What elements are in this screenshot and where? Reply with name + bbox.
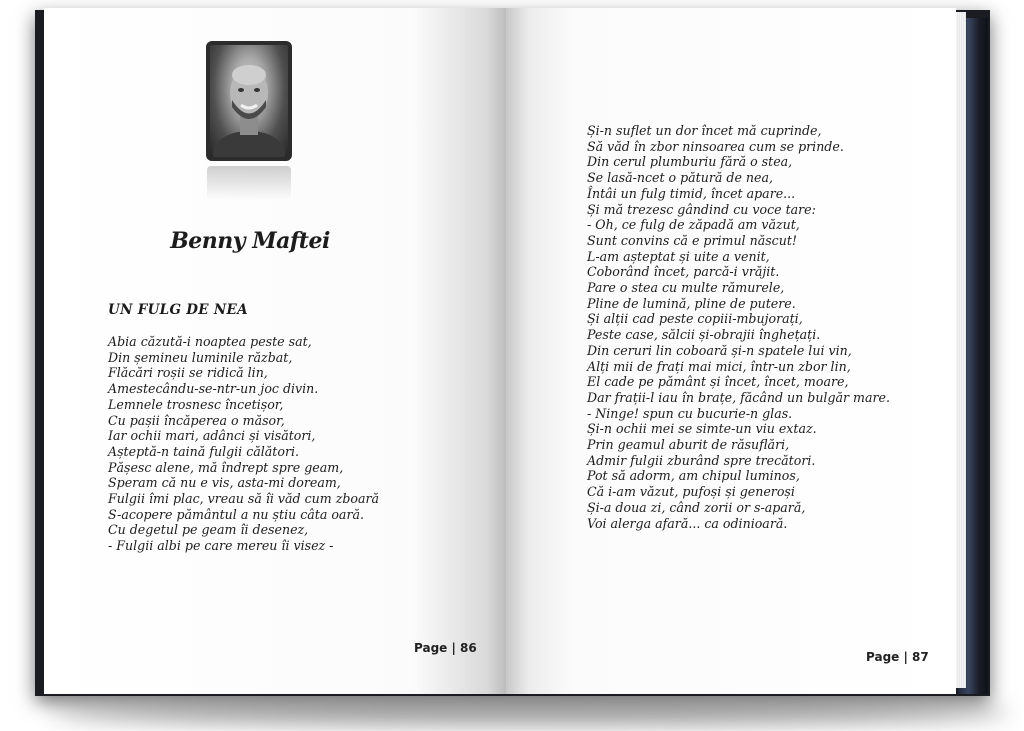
poem-title: UN FULG DE NEA — [108, 302, 248, 318]
verse-line: Peste case, sălcii și-obrajii înghețați. — [587, 327, 821, 343]
verse-line: S-acopere pământul a nu știu câta oară. — [108, 506, 364, 522]
verse-line: Dar frații-l iau în brațe, făcând un bulgăr mare. — [587, 389, 890, 405]
verse-line: Să văd în zbor ninsoarea cum se prinde. — [587, 138, 844, 154]
author-photo — [206, 41, 292, 161]
verse-line: Cu degetul pe geam îi desenez, — [108, 522, 309, 538]
author-name: Benny Maftei — [170, 228, 330, 254]
verse-line: Prin geamul aburit de răsuflări, — [587, 437, 790, 453]
verse-line: - Fulgii albi pe care mereu îi visez - — [108, 538, 334, 554]
right-stanza — [587, 123, 890, 531]
author-portrait-icon — [210, 45, 288, 157]
verse-line: Fulgii îmi plac, vreau să îi văd cum zboară — [108, 491, 380, 507]
page-number-right: Page | 87 — [866, 650, 929, 664]
verse-line: - Oh, ce fulg de zăpadă am văzut, — [587, 217, 800, 233]
verse-line: Și mă trezesc gândind cu voce tare: — [587, 201, 816, 217]
verse-line: Abia căzută-i noaptea peste sat, — [108, 334, 312, 349]
photo-reflection — [207, 166, 291, 200]
verse-line: Admir fulgii zburând spre trecători. — [587, 452, 816, 468]
verse-line: Și-n ochii mei se simte-un viu extaz. — [587, 421, 817, 437]
verse-line: Cu pașii încăperea o măsor, — [108, 412, 285, 428]
verse-line: El cade pe pământ și încet, încet, moare, — [587, 374, 849, 390]
page-edges — [956, 12, 966, 688]
verse-line: - Ninge! spun cu bucurie-n glas. — [587, 405, 793, 421]
left-stanza — [108, 334, 379, 554]
verse-line: Din ceruri lin coboară și-n spatele lui vin, — [587, 342, 852, 358]
verse-line: Pare o stea cu multe rămurele, — [587, 280, 785, 296]
verse-line: Amestecându-se-ntr-un joc divin. — [108, 381, 319, 397]
verse-line: Din cerul plumburiu fără o stea, — [587, 154, 793, 170]
verse-line: Sunt convins că e primul născut! — [587, 232, 797, 248]
verse-line: Și-n suflet un dor încet mă cuprinde, — [587, 123, 822, 138]
verse-line: Lemnele trosnesc încetișor, — [108, 396, 284, 412]
verse-line: Din șemineu luminile răzbat, — [108, 349, 293, 365]
verse-line: Pășesc alene, mă îndrept spre geam, — [108, 459, 344, 475]
verse-line: Coborând încet, parcă-i vrăjit. — [587, 264, 780, 280]
verse-line: Alți mii de frați mai mici, într-un zbor lin, — [587, 358, 851, 374]
verse-line: Flăcări roșii se ridică lin, — [108, 365, 268, 381]
page-number-left: Page | 86 — [414, 641, 477, 655]
verse-line: Iar ochii mari, adânci și visători, — [108, 428, 316, 444]
verse-line: Și alții cad peste copiii-mbujorați, — [587, 311, 803, 327]
verse-line: Voi alerga afară... ca odinioară. — [587, 515, 788, 531]
verse-line: Și-a doua zi, când zorii or s-apară, — [587, 499, 806, 515]
verse-line: Întâi un fulg timid, încet apare... — [587, 185, 796, 201]
verse-line: Speram că nu e vis, asta-mi doream, — [108, 475, 341, 491]
verse-line: Pline de lumină, pline de putere. — [587, 295, 796, 311]
book-shadow — [50, 700, 1010, 726]
verse-line: Că i-am văzut, pufoși și generoși — [587, 484, 795, 500]
verse-line: L-am așteptat și uite a venit, — [587, 248, 770, 264]
verse-line: Așteptă-n taină fulgii călători. — [108, 443, 300, 459]
verse-line: Se lasă-ncet o pătură de nea, — [587, 170, 773, 186]
verse-line: Pot să adorm, am chipul luminos, — [587, 468, 800, 484]
